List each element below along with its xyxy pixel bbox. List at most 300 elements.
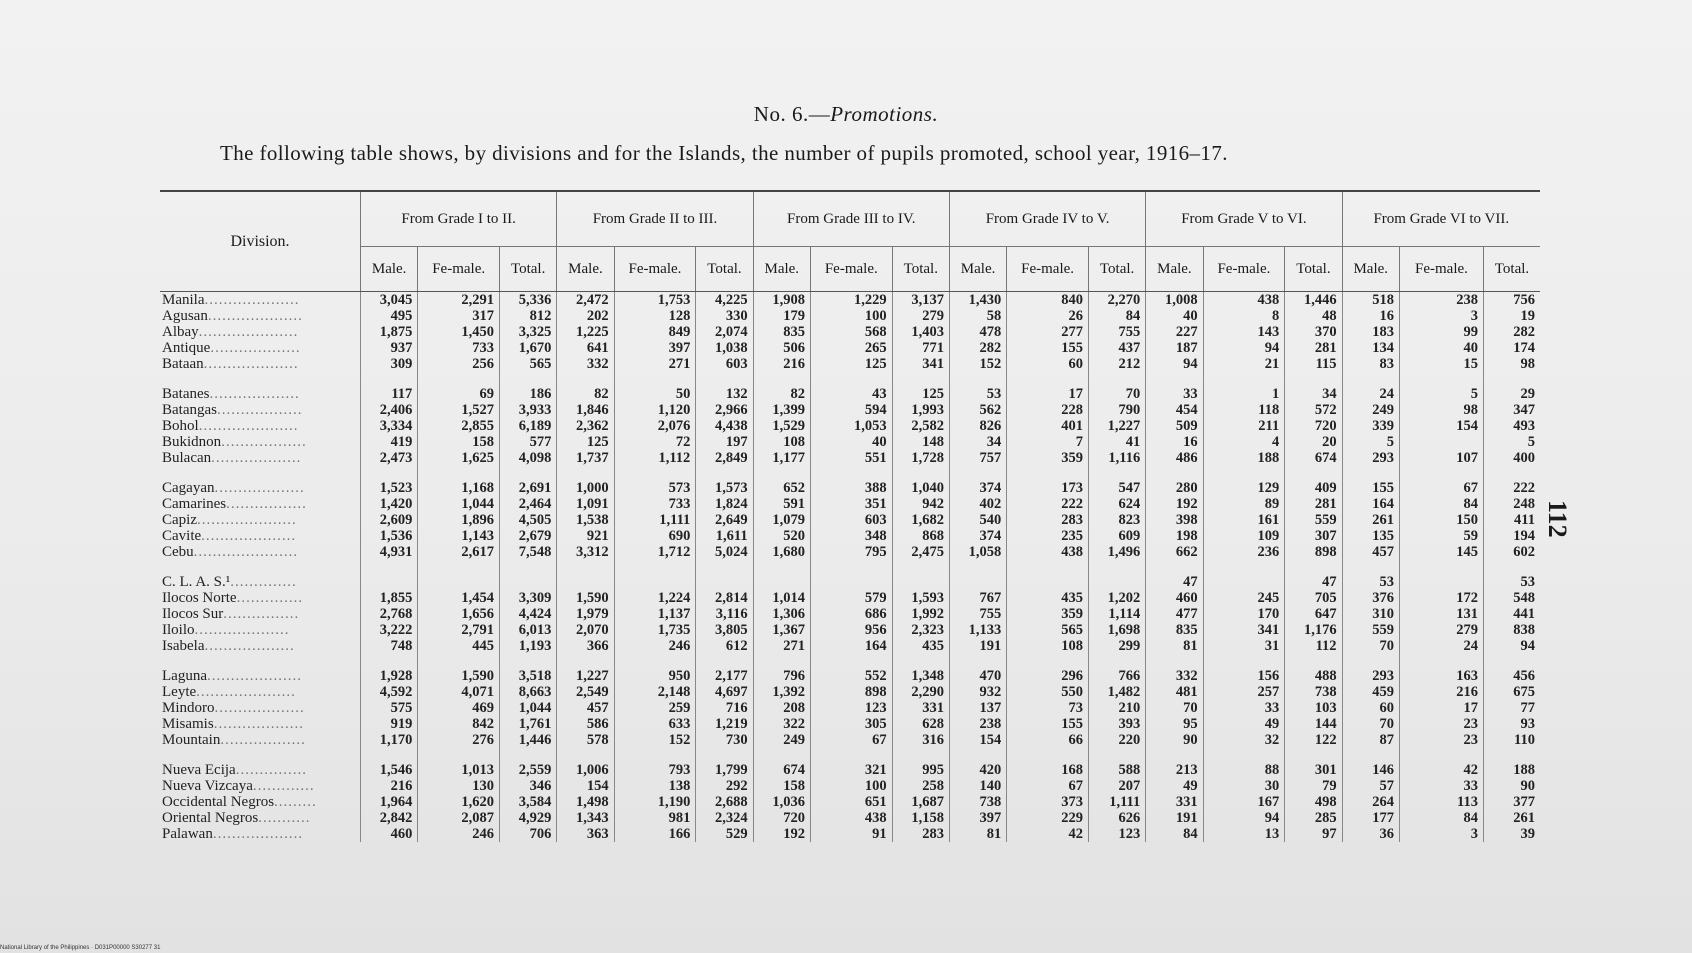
table-cell: 438 (810, 810, 892, 826)
table-row (160, 512, 1540, 528)
table-cell: 840 (1007, 292, 1089, 309)
table-cell: 1,013 (418, 762, 500, 778)
table-cell: 2,559 (500, 762, 557, 778)
table-cell: 1,053 (810, 418, 892, 434)
table-cell: 573 (614, 480, 696, 496)
table-cell: 849 (614, 324, 696, 340)
division-label: Antique (162, 340, 211, 356)
table-cell: 129 (1203, 480, 1285, 496)
table-cell: 8 (1203, 308, 1285, 324)
table-cell: 359 (1007, 606, 1089, 622)
table-cell: 603 (810, 512, 892, 528)
table-cell: 402 (949, 496, 1006, 512)
table-cell: 59 (1399, 528, 1483, 544)
table-cell: 1,496 (1088, 544, 1145, 560)
table-cell: 1,114 (1088, 606, 1145, 622)
table-cell: 457 (557, 700, 614, 716)
division-label: C. L. A. S.¹ (162, 574, 231, 590)
sub-header-male: Male. (557, 247, 614, 292)
table-cell: 748 (361, 638, 418, 654)
table-cell: 2,291 (418, 292, 500, 309)
table-cell: 842 (418, 716, 500, 732)
table-cell: 690 (614, 528, 696, 544)
table-cell: 1,712 (614, 544, 696, 560)
table-cell: 578 (557, 732, 614, 748)
table-cell: 1,225 (557, 324, 614, 340)
dot-leader: .................... (194, 622, 290, 638)
table-cell: 3 (1399, 826, 1483, 842)
table-cell: 835 (753, 324, 810, 340)
dot-leader: .................. (220, 732, 306, 748)
table-row (160, 716, 1540, 732)
table-cell: 90 (1146, 732, 1203, 748)
division-label: Mindoro (162, 700, 215, 716)
table-cell: 1,824 (696, 496, 753, 512)
table-cell: 1,399 (753, 402, 810, 418)
sub-header-male: Male. (1342, 247, 1399, 292)
table-cell: 1,735 (614, 622, 696, 638)
table-cell: 1,000 (557, 480, 614, 496)
table-cell: 435 (892, 638, 949, 654)
table-cell: 733 (418, 340, 500, 356)
table-cell: 158 (753, 778, 810, 794)
table-cell: 5 (1342, 434, 1399, 450)
table-cell: 4,438 (696, 418, 753, 434)
table-cell: 1,014 (753, 590, 810, 606)
sub-header-total: Total. (1483, 247, 1540, 292)
table-cell: 257 (1203, 684, 1285, 700)
table-cell: 575 (361, 700, 418, 716)
table-cell: 341 (892, 356, 949, 372)
table-cell: 73 (1007, 700, 1089, 716)
table-cell: 493 (1483, 418, 1540, 434)
table-cell: 192 (753, 826, 810, 842)
table-cell: 2,791 (418, 622, 500, 638)
table-cell: 652 (753, 480, 810, 496)
table-cell: 5,336 (500, 292, 557, 309)
table-cell: 249 (1342, 402, 1399, 418)
table-cell: 628 (892, 716, 949, 732)
table-row (160, 794, 1540, 810)
table-cell: 995 (892, 762, 949, 778)
table-cell: 1,656 (418, 606, 500, 622)
table-cell: 137 (949, 700, 1006, 716)
table-cell: 186 (500, 386, 557, 402)
heading-title: Promotions. (830, 102, 939, 126)
table-cell: 438 (1007, 544, 1089, 560)
table-cell: 790 (1088, 402, 1145, 418)
table-cell: 144 (1285, 716, 1342, 732)
table-cell: 1,454 (418, 590, 500, 606)
table-cell: 351 (810, 496, 892, 512)
division-label: Leyte (162, 684, 197, 700)
table-cell: 550 (1007, 684, 1089, 700)
table-cell: 1,193 (500, 638, 557, 654)
table-cell: 259 (614, 700, 696, 716)
table-cell: 282 (1483, 324, 1540, 340)
table-cell: 5 (1399, 386, 1483, 402)
table-cell: 3 (1399, 308, 1483, 324)
table-cell: 67 (810, 732, 892, 748)
table-row (160, 434, 1540, 450)
division-label: Ilocos Sur (162, 606, 224, 622)
division-name (160, 762, 361, 778)
table-cell: 208 (753, 700, 810, 716)
group-header-2: From Grade II to III. (557, 191, 753, 247)
table-cell: 1,044 (500, 700, 557, 716)
dot-leader: ................... (210, 340, 301, 356)
table-cell: 588 (1088, 762, 1145, 778)
table-cell: 594 (810, 402, 892, 418)
table-cell: 438 (1203, 292, 1285, 309)
table-cell: 826 (949, 418, 1006, 434)
table-cell: 67 (1399, 480, 1483, 496)
table-cell: 332 (1146, 668, 1203, 684)
table-cell: 1,446 (1285, 292, 1342, 309)
table-cell: 3,137 (892, 292, 949, 309)
table-cell: 261 (1342, 512, 1399, 528)
table-cell: 3,045 (361, 292, 418, 309)
table-cell: 2,473 (361, 450, 418, 466)
table-cell: 1,590 (557, 590, 614, 606)
table-cell: 53 (1483, 574, 1540, 590)
sub-header-male: Male. (753, 247, 810, 292)
table-cell: 3,334 (361, 418, 418, 434)
division-label: Batanes (162, 386, 210, 402)
dot-leader: ..................... (197, 512, 297, 528)
table-cell: 1,168 (418, 480, 500, 496)
table-cell: 177 (1342, 810, 1399, 826)
table-cell: 457 (1342, 544, 1399, 560)
row-spacer (160, 748, 1540, 762)
table-cell: 154 (949, 732, 1006, 748)
table-cell: 49 (1146, 778, 1203, 794)
table-cell: 238 (1399, 292, 1483, 309)
sub-header-total: Total. (1088, 247, 1145, 292)
table-cell: 400 (1483, 450, 1540, 466)
table-cell: 145 (1399, 544, 1483, 560)
dot-leader: ................... (209, 386, 300, 402)
table-cell: 194 (1483, 528, 1540, 544)
division-label: Nueva Ecija (162, 762, 236, 778)
table-cell: 755 (1088, 324, 1145, 340)
table-cell: 1,036 (753, 794, 810, 810)
table-cell: 633 (614, 716, 696, 732)
table-row (160, 700, 1540, 716)
table-cell: 5,024 (696, 544, 753, 560)
table-cell: 276 (418, 732, 500, 748)
table-cell: 112 (1285, 638, 1342, 654)
table-cell: 1,538 (557, 512, 614, 528)
division-name (160, 496, 361, 512)
division-header: Division. (160, 191, 361, 292)
table-cell: 738 (1285, 684, 1342, 700)
table-cell: 755 (949, 606, 1006, 622)
promotions-table (160, 190, 1540, 842)
group-header-5: From Grade V to VI. (1146, 191, 1342, 247)
table-cell: 2,290 (892, 684, 949, 700)
table-cell: 2,814 (696, 590, 753, 606)
table-cell: 1,116 (1088, 450, 1145, 466)
table-cell: 135 (1342, 528, 1399, 544)
table-cell: 66 (1007, 732, 1089, 748)
table-cell: 469 (418, 700, 500, 716)
table-cell: 84 (1399, 496, 1483, 512)
table-cell (557, 574, 614, 590)
table-cell: 7,548 (500, 544, 557, 560)
division-label: Oriental Negros (162, 810, 259, 826)
dot-leader: .................... (207, 308, 303, 324)
table-cell: 376 (1342, 590, 1399, 606)
division-label: Camarines (162, 496, 227, 512)
table-cell: 1,420 (361, 496, 418, 512)
table-cell: 641 (557, 340, 614, 356)
table-cell: 529 (696, 826, 753, 842)
table-cell: 2,582 (892, 418, 949, 434)
division-name (160, 434, 361, 450)
table-cell: 1,698 (1088, 622, 1145, 638)
dot-leader: ................... (214, 480, 305, 496)
table-cell: 795 (810, 544, 892, 560)
table-cell: 15 (1399, 356, 1483, 372)
division-name (160, 402, 361, 418)
table-cell: 1,450 (418, 324, 500, 340)
table-cell: 283 (1007, 512, 1089, 528)
table-cell: 152 (614, 732, 696, 748)
table-cell: 7 (1007, 434, 1089, 450)
division-name (160, 528, 361, 544)
table-cell: 1,498 (557, 794, 614, 810)
table-cell: 152 (949, 356, 1006, 372)
table-cell: 1,992 (892, 606, 949, 622)
table-cell: 47 (1146, 574, 1203, 590)
table-cell: 321 (810, 762, 892, 778)
table-cell: 150 (1399, 512, 1483, 528)
table-cell: 388 (810, 480, 892, 496)
table-cell: 435 (1007, 590, 1089, 606)
table-cell: 370 (1285, 324, 1342, 340)
table-cell: 738 (949, 794, 1006, 810)
table-row (160, 496, 1540, 512)
table-cell: 359 (1007, 450, 1089, 466)
table-cell: 33 (1203, 700, 1285, 716)
table-cell: 2,177 (696, 668, 753, 684)
table-row (160, 606, 1540, 622)
table-cell (1203, 574, 1285, 590)
table-cell: 1,006 (557, 762, 614, 778)
dot-leader: ..................... (198, 418, 299, 434)
division-name (160, 386, 361, 402)
table-cell: 42 (1399, 762, 1483, 778)
table-cell: 3,518 (500, 668, 557, 684)
sub-header-total: Total. (696, 247, 753, 292)
table-cell: 292 (696, 778, 753, 794)
division-name (160, 340, 361, 356)
table-cell: 559 (1342, 622, 1399, 638)
division-name (160, 544, 361, 560)
table-cell: 212 (1088, 356, 1145, 372)
division-name (160, 324, 361, 340)
table-cell: 108 (753, 434, 810, 450)
table-cell: 2,549 (557, 684, 614, 700)
table-cell: 115 (1285, 356, 1342, 372)
table-cell: 84 (1146, 826, 1203, 842)
table-row (160, 356, 1540, 372)
table-cell: 2,849 (696, 450, 753, 466)
table-cell: 280 (1146, 480, 1203, 496)
table-cell: 82 (753, 386, 810, 402)
table-row (160, 528, 1540, 544)
table-cell: 488 (1285, 668, 1342, 684)
table-cell: 1,120 (614, 402, 696, 418)
table-row (160, 308, 1540, 324)
table-cell: 341 (1203, 622, 1285, 638)
table-cell: 1,111 (614, 512, 696, 528)
division-label: Mountain (162, 732, 221, 748)
table-cell: 1,964 (361, 794, 418, 810)
table-cell: 1,687 (892, 794, 949, 810)
sub-header-female: Fe-male. (1007, 247, 1089, 292)
dot-leader: .................. (221, 434, 307, 450)
table-cell: 154 (1399, 418, 1483, 434)
table-cell: 271 (614, 356, 696, 372)
table-cell: 83 (1342, 356, 1399, 372)
table-cell: 1,896 (418, 512, 500, 528)
table-cell: 70 (1146, 700, 1203, 716)
table-cell: 1,908 (753, 292, 810, 309)
dot-leader: ................ (223, 606, 300, 622)
table-cell: 420 (949, 762, 1006, 778)
table-cell: 57 (1342, 778, 1399, 794)
division-name (160, 622, 361, 638)
table-cell: 98 (1399, 402, 1483, 418)
sub-header-female: Fe-male. (1203, 247, 1285, 292)
division-name (160, 450, 361, 466)
table-cell: 192 (1146, 496, 1203, 512)
division-name (160, 794, 361, 810)
table-cell: 132 (696, 386, 753, 402)
table-cell: 202 (557, 308, 614, 324)
table-cell: 812 (500, 308, 557, 324)
table-row (160, 340, 1540, 356)
table-cell: 94 (1203, 340, 1285, 356)
table-cell: 346 (500, 778, 557, 794)
table-cell: 796 (753, 668, 810, 684)
table-cell (614, 574, 696, 590)
table-cell: 547 (1088, 480, 1145, 496)
table-cell: 1,133 (949, 622, 1006, 638)
table-cell: 1,737 (557, 450, 614, 466)
table-cell: 2,076 (614, 418, 696, 434)
table-cell: 486 (1146, 450, 1203, 466)
table-cell: 216 (1399, 684, 1483, 700)
table-cell: 98 (1483, 356, 1540, 372)
dot-leader: ............... (235, 762, 307, 778)
table-row (160, 418, 1540, 434)
table-cell: 100 (810, 308, 892, 324)
table-cell: 730 (696, 732, 753, 748)
table-cell: 24 (1342, 386, 1399, 402)
table-cell: 1,176 (1285, 622, 1342, 638)
table-cell: 1,219 (696, 716, 753, 732)
table-row (160, 762, 1540, 778)
table-row (160, 668, 1540, 684)
table-cell: 316 (892, 732, 949, 748)
table-cell: 2,323 (892, 622, 949, 638)
table-cell: 100 (810, 778, 892, 794)
table-cell: 246 (614, 638, 696, 654)
division-name (160, 356, 361, 372)
table-cell: 293 (1342, 450, 1399, 466)
table-cell: 88 (1203, 762, 1285, 778)
table-cell: 1,625 (418, 450, 500, 466)
table-cell: 3,116 (696, 606, 753, 622)
table-cell: 48 (1285, 308, 1342, 324)
table-cell: 393 (1088, 716, 1145, 732)
table-cell: 2,768 (361, 606, 418, 622)
table-cell: 2,855 (418, 418, 500, 434)
table-row (160, 292, 1540, 309)
table-cell: 94 (1483, 638, 1540, 654)
dot-leader: .................... (203, 356, 299, 372)
division-label: Cagayan (162, 480, 215, 496)
table-cell: 1,227 (1088, 418, 1145, 434)
table-cell: 118 (1203, 402, 1285, 418)
table-cell: 2,070 (557, 622, 614, 638)
table-cell (753, 574, 810, 590)
table-cell: 87 (1342, 732, 1399, 748)
table-cell: 229 (1007, 810, 1089, 826)
table-cell: 942 (892, 496, 949, 512)
table-cell: 1,190 (614, 794, 696, 810)
table-row (160, 574, 1540, 590)
table-cell: 675 (1483, 684, 1540, 700)
table-cell: 84 (1399, 810, 1483, 826)
page-heading (0, 102, 1692, 127)
table-cell: 24 (1399, 638, 1483, 654)
table-cell: 347 (1483, 402, 1540, 418)
table-cell: 29 (1483, 386, 1540, 402)
division-label: Cavite (162, 528, 202, 544)
table-cell: 113 (1399, 794, 1483, 810)
sub-header-female: Fe-male. (810, 247, 892, 292)
table-cell: 445 (418, 638, 500, 654)
table-cell: 93 (1483, 716, 1540, 732)
table-cell: 956 (810, 622, 892, 638)
table-cell: 470 (949, 668, 1006, 684)
table-cell: 222 (1483, 480, 1540, 496)
table-cell: 168 (1007, 762, 1089, 778)
table-cell: 53 (1342, 574, 1399, 590)
table-cell: 4,225 (696, 292, 753, 309)
table-cell: 161 (1203, 512, 1285, 528)
table-cell: 1,529 (753, 418, 810, 434)
division-name (160, 606, 361, 622)
table-cell: 49 (1203, 716, 1285, 732)
division-label: Bukidnon (162, 434, 222, 450)
table-cell: 2,691 (500, 480, 557, 496)
table-cell: 478 (949, 324, 1006, 340)
table-cell: 551 (810, 450, 892, 466)
table-cell: 81 (949, 826, 1006, 842)
division-label: Cebu (162, 544, 194, 560)
table-cell: 187 (1146, 340, 1203, 356)
table-cell: 366 (557, 638, 614, 654)
table-row (160, 480, 1540, 496)
table-cell: 4,697 (696, 684, 753, 700)
table-cell: 40 (810, 434, 892, 450)
table-cell: 662 (1146, 544, 1203, 560)
